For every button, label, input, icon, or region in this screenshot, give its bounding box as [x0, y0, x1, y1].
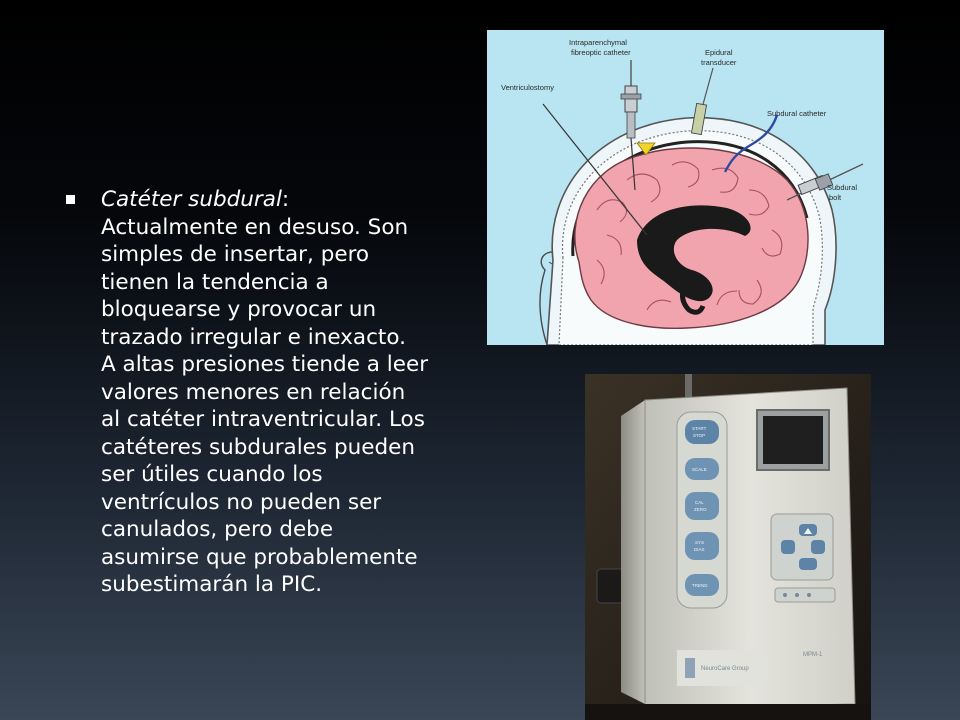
label-transducer: transducer	[701, 58, 737, 67]
bullet-content	[101, 186, 466, 599]
dias-key-label: DIAS	[694, 547, 705, 552]
sys-key-label: SYS	[695, 540, 705, 545]
brain-catheter-diagram	[487, 30, 884, 345]
down-key[interactable]	[799, 558, 817, 570]
start-key-label: START	[692, 426, 707, 431]
bullet-title: Catéter subdural	[101, 187, 282, 212]
label-epidural: Epidural	[705, 48, 733, 57]
bullet-line: trazado irregular e inexacto.	[101, 324, 406, 350]
bullet-line: bloquearse y provocar un	[101, 297, 377, 322]
bullet-line: A altas presiones tiende a leer	[101, 352, 429, 377]
brand-logo-icon	[685, 658, 695, 678]
trend-key-label: TREND	[692, 583, 708, 588]
bullet-item	[66, 186, 466, 599]
scale-key-label: SCALE	[692, 467, 707, 472]
brain-diagram-svg	[487, 30, 884, 345]
bullet-line: valores menores en relación	[101, 379, 406, 405]
indicator-dot	[795, 593, 799, 597]
bullet-line: catéteres subdurales pueden	[101, 434, 415, 460]
zero-key-label: ZERO	[694, 507, 707, 512]
bullet-line: ventrículos no pueden ser	[101, 489, 382, 515]
square-bullet-icon	[66, 195, 75, 204]
slide-body-text	[66, 186, 466, 599]
label-subdural-catheter: Subdural catheter	[767, 109, 827, 118]
indicator-dot	[783, 593, 787, 597]
model-name: MPM-1	[803, 652, 823, 658]
right-key[interactable]	[811, 540, 825, 554]
stop-key-label: STOP	[693, 433, 706, 438]
bullet-line: subestimarán la PIC.	[101, 572, 323, 597]
bullet-line: ser útiles cuando los	[101, 462, 323, 487]
start-stop-key[interactable]	[685, 420, 719, 444]
photo-base	[585, 704, 871, 720]
label-subdural: Subdural	[827, 183, 858, 192]
bullet-line: canulados, pero debe	[101, 517, 334, 542]
indicator-dot	[807, 593, 811, 597]
left-key[interactable]	[781, 540, 795, 554]
monitor-photo-svg	[585, 374, 871, 720]
monitor-side	[621, 400, 645, 704]
bullet-line: tienen la tendencia a	[101, 269, 329, 295]
label-bolt: bolt	[829, 193, 842, 202]
brain	[575, 148, 808, 328]
sys-dias-key[interactable]	[685, 532, 719, 560]
label-fibreoptic-catheter: fibreoptic catheter	[571, 48, 631, 57]
bullet-line: al catéter intraventricular. Los	[101, 407, 425, 432]
monitor-screen	[763, 416, 823, 464]
cal-zero-key[interactable]	[685, 492, 719, 520]
label-intraparenchymal: Intraparenchymal	[569, 38, 627, 47]
bullet-title-suffix: :	[281, 187, 290, 212]
bullet-line: asumirse que probablemente	[101, 544, 418, 570]
bullet-line: simples de insertar, pero	[101, 242, 370, 267]
brand-name: NeuroCare Group	[701, 666, 749, 672]
bullet-line: Actualmente en desuso. Son	[101, 214, 409, 240]
bullet-title-line	[101, 186, 466, 214]
cal-key-label: CAL	[695, 500, 704, 505]
label-ventriculostomy: Ventriculostomy	[501, 83, 554, 92]
icp-monitor-photo	[585, 374, 871, 720]
